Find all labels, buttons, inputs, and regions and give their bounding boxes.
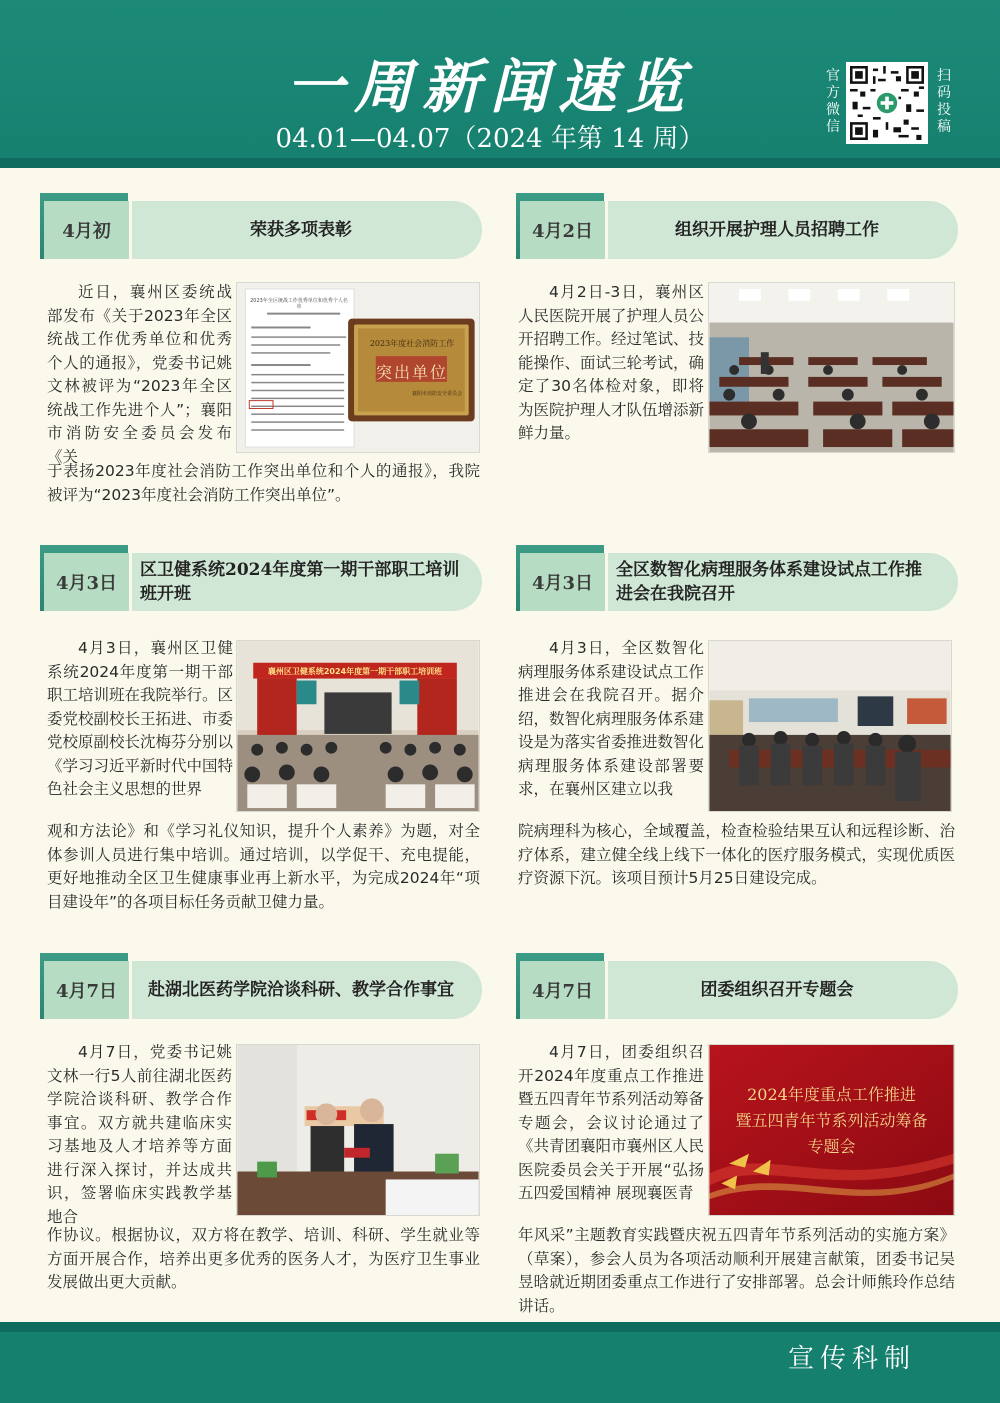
section-text: 近日，襄州区委统战部发布《关于2023年全区统战工作优秀单位和优秀个人的通报》，党委书记姚文林被评为“2023年全区统战工作先进个人”；襄阳市消防安全委员会发布《关 [47,283,232,466]
date-badge [516,953,604,1019]
footer-credit: 宣传科制 [787,1344,916,1374]
section-title: 组织开展护理人员招聘工作 [675,220,879,240]
footer-stripe [0,1322,1000,1332]
qr-right-label: 扫码投稿 [937,68,951,135]
award-photo [236,282,480,453]
section-header [476,545,958,611]
slide-title [708,1082,955,1160]
training-banner: 襄州区卫健系统2024年度第一期干部职工培训班 [267,667,443,676]
section-title: 赴湖北医药学院洽谈科研、教学合作事宜 [148,980,454,1000]
section-title: 荣获多项表彰 [250,220,352,240]
section-text-continued: 观和方法论》和《学习礼仪知识，提升个人素养》为题，对全体参训人员进行集中培训。通过培训，以学促干、充电提能，更好地推动全区卫生健康事业再上新水平，为完成2024年“项目建设年”的各项目标任务贡献卫健力量。 [47,822,480,911]
section-title: 全区数智化病理服务体系建设试点工作推进会在我院召开 [616,560,922,604]
section-title: 团委组织召开专题会 [700,980,854,1000]
slide-line-3: 专题会 [807,1137,856,1156]
section-header [0,953,482,1019]
date-badge [40,193,128,259]
agreement-signing-photo [236,1044,480,1216]
section-text-continued: 年风采”主题教育实践暨庆祝五四青年节系列活动的实施方案》（草案），参会人员为各项活动顺利开展建言献策，团委书记吴昱晗就近期团委重点工作进行了安排部署。总会计师熊玲作总结讲话。 [518,1226,955,1315]
section-text: 4月2日-3日，襄州区人民医院开展了护理人员公开招聘工作。经过笔试、技能操作、面试三轮考试，确定了30名体检对象，即将为医院护理人才队伍增添新鲜力量。 [518,283,705,442]
qr-left-label: 官方微信 [826,68,840,135]
pathology-meeting-photo [708,640,952,812]
plaque-title: 2023年度社会消防工作 [369,339,455,348]
section-text-continued: 院病理科为核心，全域覆盖，检查检验结果互认和远程诊断、治疗体系，建立健全线上线下一体化的医疗服务模式，实现优质医疗资源下沉。该项目预计5月25日建设完成。 [518,822,955,887]
date-badge-label: 4月7日 [520,961,608,1019]
date-badge-label: 4月7日 [44,961,132,1019]
date-range: 04.01—04.07（2024 年第 14 周） [275,124,705,154]
date-badge [516,193,604,259]
date-badge-label: 4月3日 [44,553,132,611]
date-badge [40,953,128,1019]
section-text: 4月3日，襄州区卫健系统2024年度第一期干部职工培训班在我院举行。区委党校副校长王拓进、市委党校原副校长沈梅芬分别以《学习习近平新时代中国特色社会主义思想的世界 [47,639,234,798]
section-text: 4月7日，团委组织召开2024年度重点工作推进暨五四青年节系列活动筹备专题会，会议讨论通过了《共青团襄阳市襄州区人民医院委员会关于开展“弘扬五四爱国精神 展现襄医青 [518,1043,705,1202]
section-text-continued: 于表扬2023年度社会消防工作突出单位和个人的通报》，我院被评为“2023年度社会消防工作突出单位”。 [47,462,480,504]
date-badge [516,545,604,611]
section-text-continued: 作协议。根据协议，双方将在教学、培训、科研、学生就业等方面开展合作，培养出更多优秀的医务人才，为医疗卫生事业发展做出更大贡献。 [47,1226,480,1291]
slide-line-1: 2024年度重点工作推进 [747,1085,916,1104]
section-text: 4月3日，全区数智化病理服务体系建设试点工作推进会在我院召开。据介绍，数智化病理服务体系建设是为落实省委推进数智化病理服务体系建设部署要求，在襄州区建立以我 [518,639,705,798]
date-badge-label: 4月2日 [520,201,608,259]
section-header [0,545,482,611]
plaque-issuer: 襄阳市消防安全委员会 [411,391,462,397]
recruitment-exam-photo [708,282,955,453]
section-header [476,193,958,259]
qr-code[interactable] [846,62,928,144]
section-title: 区卫健系统2024年度第一期干部职工培训班开班 [140,560,460,604]
slide-line-2: 暨五四青年节系列活动筹备 [735,1111,928,1130]
section-text: 4月7日，党委书记姚文林一行5人前往湖北医药学院洽谈科研、教学合作事宜。双方就共建临床实习基地及人才培养等方面进行深入探讨，并达成共识，签署临床实践教学基地合 [47,1043,232,1226]
plaque-main: 突出单位 [376,363,449,382]
section-header [476,953,958,1019]
section-header [0,193,482,259]
date-badge-label: 4月3日 [520,553,608,611]
doc-header: 2023年全区统战工作优秀单位和优秀个人名单 [250,298,348,310]
page-title: 一周新闻速览 [285,53,694,121]
date-badge-label: 4月初 [44,201,132,259]
header-stripe [0,158,1000,168]
date-badge [40,545,128,611]
qr-code-icon [850,66,924,140]
